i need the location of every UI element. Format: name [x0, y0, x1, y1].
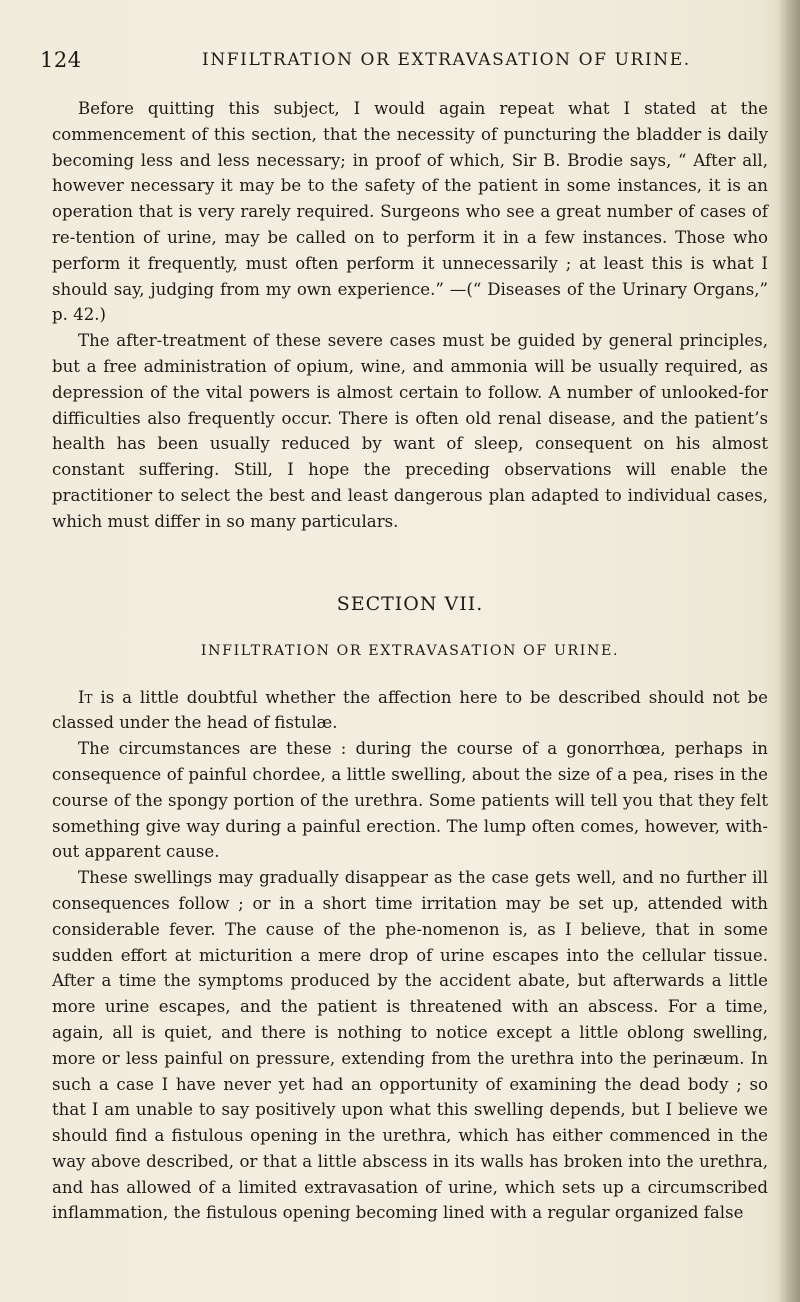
page-header — [40, 48, 760, 78]
paragraph-swellings: These swellings may gradually disappear as the case gets well, and no further ill consequences follow ; or in a short time irritation may be set up, attended with considerable fever. The cause of the phe-nomenon is, as I believe, that in some sudden effort at micturition a mere drop of urine escapes into the cellular tissue. After a time the symptoms produced by the accident abate, but afterwards a little more urine escapes, and the patient is threatened with an abscess. For a time, again, all is quiet, and there is nothing to notice except a little oblong swelling, more or less painful on pressure, extending from the urethra into the perinæum. In such a case I have never yet had an opportunity of examining the dead body ; so that I am unable to say positively upon what this swelling depends, but I believe we should find a fistulous opening in the urethra, which has either commenced in the way above described, or that a little abscess in its walls has broken into the urethra, and has allowed of a limited extravasation of urine, which sets up a circumscribed inflammation, the fistulous opening becoming lined with a regular organized false — [52, 868, 768, 1223]
page-edge-shadow — [778, 0, 800, 1302]
first-word: It — [78, 687, 93, 707]
section-subtitle: INFILTRATION OR EXTRAVASATION OF URINE. — [200, 642, 620, 659]
running-head: INFILTRATION OR EXTRAVASATION OF URINE. — [202, 50, 691, 70]
section-title: SECTION VII. — [336, 592, 484, 615]
paragraph-after-treatment: The after-treatment of these severe cases must be guided by general principles, but a free administration of opium, wine, and ammonia will be usually required, as depression of the vital powers is almost certain to follow. A number of unlooked-for difficulties also frequently occur. There is often old renal disease, and the patient’s health has been usually reduced by want of sleep, consequent on his almost constant suffering. Still, I hope the preceding observations will enable the practitioner to select the best and least dangerous plan adapted to individual cases, which must differ in so many particulars. — [52, 331, 768, 531]
paragraph-quitting-subject: Before quitting this subject, I would again repeat what I stated at the commencement of this section, that the necessity of puncturing the bladder is daily becoming less and less necessary; in proof of which, Sir B. Brodie says, “ After all, however necessary it may be to the safety of the patient in some instances, it is an operation that is very rarely required. Surgeons who see a great number of cases of re-tention of urine, may be called on to perform it in a few instances. Those who perform it frequently, must often perform it unnecessarily ; at least this is what I should say, judging from my own experience.” —(“ Diseases of the Urinary Organs,” p. 42.) — [52, 99, 768, 325]
paragraph-circumstances: The circumstances are these : during the course of a gonorrhœa, perhaps in consequence of painful chordee, a little swelling, about the size of a pea, rises in the course of the spongy portion of the urethra. Some patients will tell you that they felt something give way during a painful erection. The lump often comes, however, with-out apparent cause. — [52, 739, 768, 862]
page-number: 124 — [40, 48, 82, 72]
first-paragraph-rest: is a little doubtful whether the affection here to be described should not be classed under the head of fistulæ. — [52, 687, 768, 733]
body-text — [52, 96, 768, 1226]
paragraph-doubtful — [52, 685, 768, 737]
